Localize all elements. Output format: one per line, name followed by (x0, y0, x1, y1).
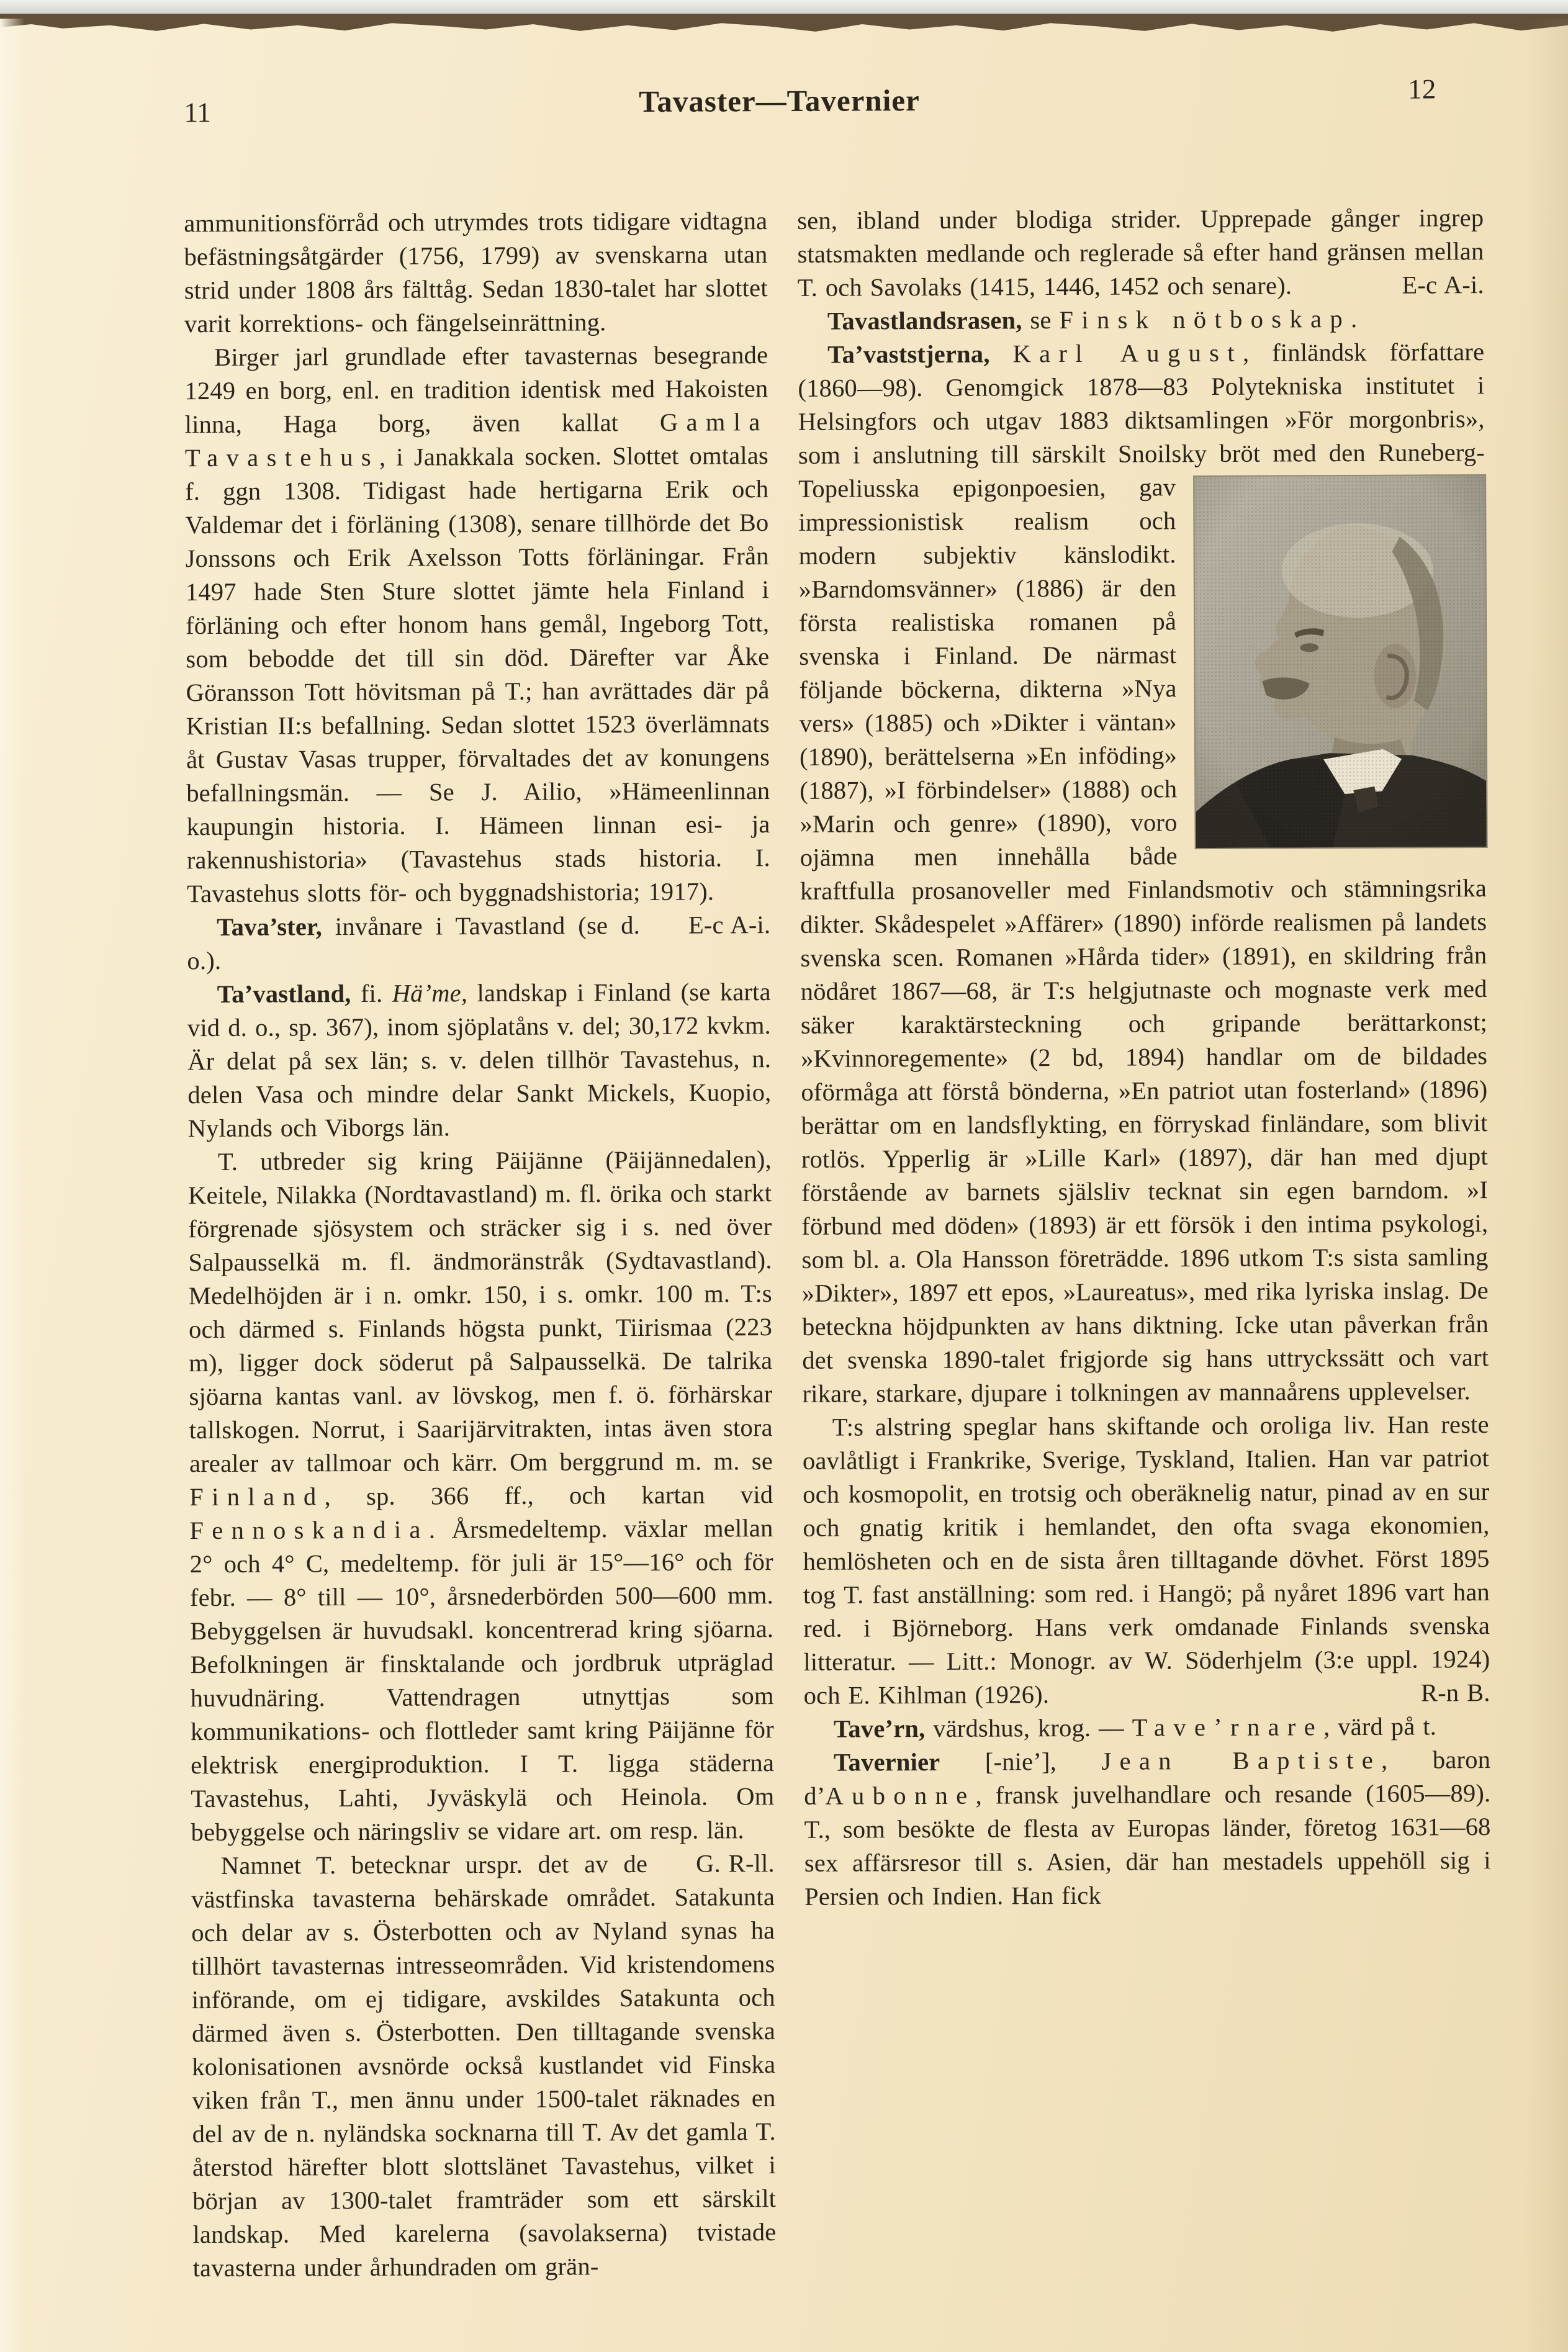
text-column-right (797, 201, 1491, 1914)
text-segment: Hä’me, (392, 979, 468, 1007)
paragraph (191, 1847, 777, 2285)
page-number-right: 12 (1408, 73, 1436, 105)
text-segment: gav impressionistisk realism och modern subjektiv känslodikt. »Barndomsvänner» (1886) är den första realistiska romanen på svenska i Finland. De närmast följande böckerna, dikterna »Nya vers» (1885) och »Dikter i väntan» (1890), berättelserna »En inföding» (1887), »I förbindelser» (1888) och »Marin och genre» (1890), voro ojämna men innehålla både kraftfulla prosanoveller med Finlandsmotiv och stämningsrika dikter. Skådespelet »Affärer» (1890) införde realismen på landets svenska scen. Romanen »Hårda tider» (1891), en skildring från nödåret 1867—68, är T:s helgjutnaste och mognaste verk med säker karaktärsteckning och gripande berättarkonst; »Kvinnoregemente» (2 bd, 1894) handlar om de bildades oförmåga att förstå bönderna, »En patriot utan fosterland» (1896) berättar om en landsflykting, en förryskad finländare, som blivit rotlös. Ypperlig är »Lille Karl» (1897), där han med djupt förstående av barnets själsliv tecknat sin egen barndom. »I förbund med döden» (1893) är ett försök i den intima psykologi, som bl. a. Ola Hansson företrädde. 1896 utkom T:s sista samling »Dikter», 1897 ett epos, »Laureatus», med rika lyriska inslag. De beteckna höjdpunkten av hans diktning. Icke utan påverkan från det svenska 1890-talet frigjorde sig hans uttryckssätt och vart rikare, starkare, djupare i tolkningen av mannaårens upplevelser. (798, 473, 1489, 1408)
text-segment: ammunitionsförråd och utrymdes trots tidigare vidtagna befästningsåtgärder (1756, 1799) av svenskarna utan strid under 1808 års fälttåg. Sedan 1830-talet har slottet varit korrektions- och fängelseinrättning. (184, 207, 768, 338)
paragraph (798, 302, 1484, 338)
entry-headword: Ta’vastland, (217, 980, 351, 1008)
text-segment: T:s alstring speglar hans skiftande och oroliga liv. Han reste oavlåtligt i Frankrike, Sverige, Tyskland, Italien. Han var patriot och kosmopolit, en trotsig och oberäknelig natur, pinad av en sur och gnatig kritik i hemlandet, den ofta svaga ekonomien, hemlösheten och en de sista åren tilltagande dövhet. Först 1895 tog T. fast anställning: som red. i Hangö; på nyåret 1896 vart han red. i Björneborg. Hans verk omdanade Finlands svenska litteratur. — Litt.: Monogr. av W. Söderhjelm (3:e uppl. 1924) och E. Kihlman (1926). (802, 1410, 1490, 1710)
text-segment: fi. (351, 979, 392, 1008)
paragraph (188, 1143, 775, 1878)
text-segment: [-nie’], (940, 1747, 1102, 1776)
paragraph (804, 1710, 1490, 1746)
text-segment: Aubonne (825, 1781, 976, 1810)
author-signature: G. R-ll. (695, 1849, 775, 1878)
entry-headword: Tava’ster, (217, 912, 322, 941)
text-segment: se (1022, 306, 1060, 335)
text-segment: Fennoskandia (189, 1515, 429, 1545)
author-signature: E-c A-i. (688, 911, 771, 939)
text-segment: Karl August (1012, 338, 1243, 368)
text-segment: , finländsk författare (1860—98). Genomgick 1878—83 Polytekniska institutet i Helsingfors och utgav 1883 diktsamlingen »För morgonbris», som i anslutning till särskilt Snoilsky bröt med den Runeberg-Topeliusska epigonpoesien, (798, 338, 1485, 503)
entry-headword: Ta’vaststjerna, (827, 340, 990, 369)
text-segment: Finland (189, 1482, 325, 1512)
text-segment: Tave’rnare (1132, 1713, 1324, 1742)
paragraph (184, 204, 768, 341)
paragraph (797, 201, 1484, 305)
text-segment: sen, ibland under blodiga strider. Upprepade gånger ingrep statsmakten medlande och reglerade så efter hand gränsen mellan T. och Savolaks (1415, 1446, 1452 och senare). (797, 204, 1484, 302)
text-segment: T. utbreder sig kring Päijänne (Päijännedalen), Keitele, Nilakka (Nordtavastland) m. fl. örika och starkt förgrenade sjösystem och sträcker sig i s. ned över Salpausselkä m. fl. ändmoränstråk (Sydtavastland). Medelhöjden är i n. omkr. 150, i s. omkr. 100 m. T:s och därmed s. Finlands högsta punkt, Tiirismaa (223 m), ligger dock söderut på Salpausselkä. De talrika sjöarna kantas vanl. av lövskog, men f. ö. förhärskar tallskogen. Norrut, i Saarijärvitrakten, intas även stora arealer av tallmoar och kärr. Om berggrund m. m. se (188, 1145, 773, 1478)
text-segment: , fransk juvelhandlare och resande (1605—89). T., som besökte de flesta av Europas länder, företog 1631—68 sex affärsresor till s. Asien, där han mestadels uppehöll sig i Persien och Indien. Han fick (804, 1779, 1491, 1911)
text-segment: , värd på t. (1323, 1712, 1437, 1741)
portrait-illustration (1194, 475, 1487, 848)
text-segment: Gamla Tavastehus (184, 408, 768, 472)
text-segment: Namnet T. betecknar urspr. det av de västfinska tavasterna behärskade området. Satakunta och delar av s. Österbotten och av Nyland synas ha tillhört tavasternas intresseområden. Vid kristendomens införande, om ej tidigare, avskildes Satakunta och därmed även s. Österbotten. Den tilltagande svenska kolonisationen avsnörde också kustlandet vid Finska viken från T., men ännu under 1500-talet räknades en del av de n. nyländska socknarna till T. Av det gamla T. återstod härefter blott slottslänet Tavastehus, vilket i början av 1300-talet framträder som ett särskilt landskap. Med karelerna (savolakserna) tvistade tavasterna under århundraden om grän- (191, 1849, 777, 2282)
text-segment: Jean Baptiste (1101, 1746, 1382, 1775)
page-number-left: 11 (184, 97, 211, 128)
text-column-left (184, 204, 777, 2285)
entry-headword: Tave’rn, (833, 1714, 926, 1743)
author-signature: R-n B. (1420, 1678, 1490, 1707)
portrait-photo (1194, 475, 1487, 848)
running-header-title: Tavaster—Tavernier (639, 83, 920, 119)
text-segment (990, 340, 1013, 367)
text-segment: . Årsmedeltemp. växlar mellan 2° och 4° C, medeltemp. för juli är 15°—16° och för febr. — 8° till — 10°, årsnederbörden 500—600 mm. Bebyggelsen är huvudsakl. koncentrerad kring sjöarna. Befolkningen är finsktalande och jordbruk utpräglad huvudnäring. Vattendragen utnyttjas som kommunikations- och flottleder samt kring Päijänne för elektrisk energiproduktion. I T. ligga städerna Tavastehus, Lahti, Jyväskylä och Heinola. Om bebyggelse och näringsliv se vidare art. om resp. län. (189, 1514, 775, 1847)
text-segment: Finsk nötboskap (1059, 305, 1351, 335)
paragraph (804, 1743, 1491, 1914)
paragraph (798, 335, 1489, 1411)
paragraph (184, 338, 771, 939)
text-segment: , baron d’ (804, 1746, 1491, 1810)
author-signature: E-c A-i. (1402, 271, 1484, 299)
text-segment: landskap i Finland (se karta vid d. o., sp. 367), inom sjöplatåns v. del; 30,172 kvkm. Är delat på sex län; s. v. delen tillhör Tavastehus, n. delen Vasa och mindre delar Sankt Mickels, Kuopio, Nylands och Viborgs län. (187, 978, 772, 1143)
text-segment: , i Janakkala socken. Slottet omtalas f. ggn 1308. Tidigast hade hertigarna Erik och Valdemar det i förläning (1308), senare tillhörde det Bo Jonssons och Erik Axelsson Totts förläningar. Från 1497 hade Sten Sture slottet jämte hela Finland i förläning och efter honom hans gemål, Ingeborg Tott, som bebodde det till sin död. Därefter var Åke Göransson Tott hövitsman på T.; han avrättades där på Kristian II:s befallning. Sedan slottet 1523 överlämnats åt Gustav Vasas trupper, förvaltades det av konungens befallningsmän. — Se J. Ailio, »Hämeenlinnan kaupungin historia. I. Hämeen linnan esi- ja rakennushistoria» (Tavastehus stads historia. I. Tavastehus slotts för- och byggnadshistoria; 1917). (185, 441, 770, 908)
text-segment: . (1350, 304, 1358, 333)
text-segment: värdshus, krog. — (925, 1713, 1132, 1743)
paragraph (187, 975, 772, 1145)
text-segment: , sp. 366 ff., och kartan vid (324, 1480, 773, 1511)
paragraph (803, 1408, 1490, 1713)
text-segment: Birger jarl grundlade efter tavasternas besegrande 1249 en borg, enl. en tradition identisk med Hakoisten linna, Haga borg, även kallat (184, 341, 768, 439)
entry-headword: Tavernier (834, 1747, 940, 1777)
entry-headword: Tavastlandsrasen, (827, 306, 1022, 335)
text-segment: invånare i Tavastland (se d. o.). (187, 911, 641, 975)
